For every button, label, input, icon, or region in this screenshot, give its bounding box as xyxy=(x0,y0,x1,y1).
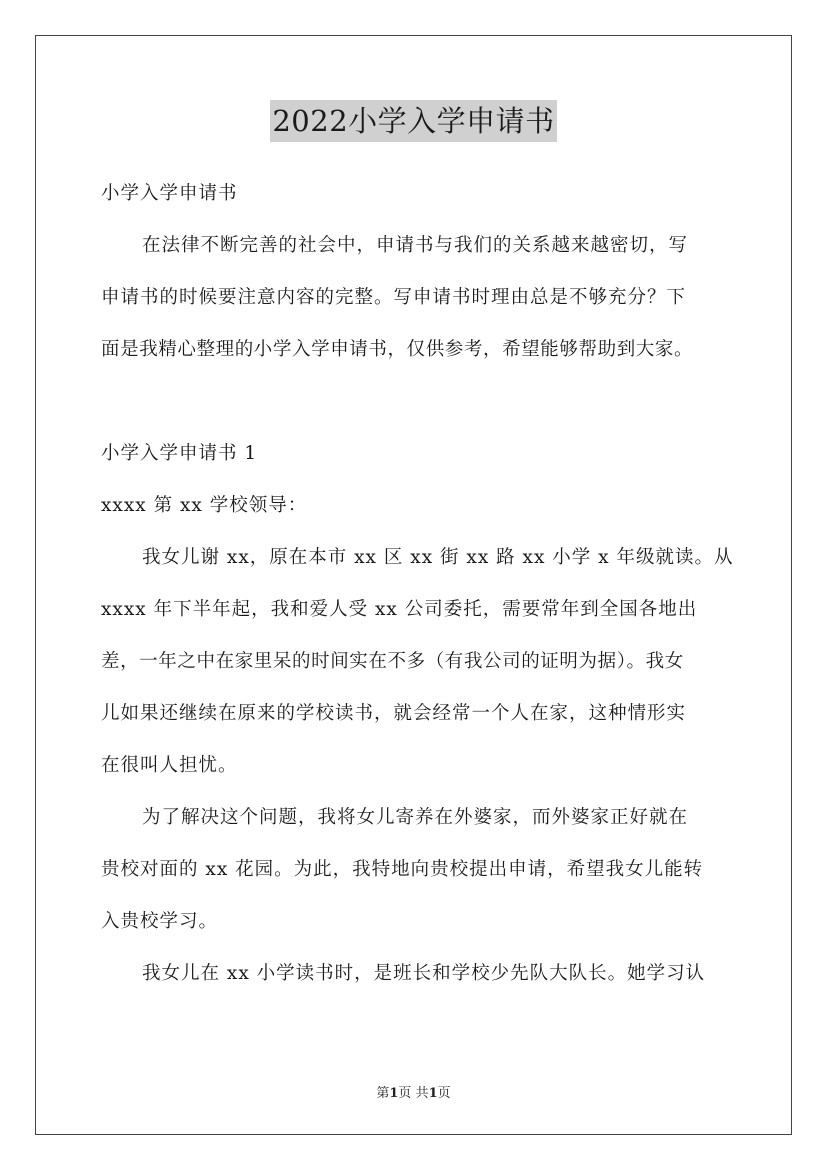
intro-line: 申请书的时候要注意内容的完整。写申请书时理由总是不够充分？下 xyxy=(101,287,687,308)
body-line: 我女儿在 xx 小学读书时，是班长和学校少先队大队长。她学习认 xyxy=(142,963,706,984)
body-line: 儿如果还继续在原来的学校读书，就会经常一个人在家，这种情形实 xyxy=(101,703,687,724)
body-line: 入贵校学习。 xyxy=(101,911,219,932)
footer-page-mid: 页 共 xyxy=(398,1086,429,1101)
section-heading: 小学入学申请书 1 xyxy=(101,443,258,464)
footer-page-suffix: 页 xyxy=(437,1086,451,1101)
footer-page-prefix: 第 xyxy=(376,1086,390,1101)
body-line: 差，一年之中在家里呆的时间实在不多（有我公司的证明为据）。我女 xyxy=(101,651,684,672)
salutation: xxxx 第 xx 学校领导： xyxy=(101,495,308,516)
body-line: 贵校对面的 xx 花园。为此，我特地向贵校提出申请，希望我女儿能转 xyxy=(101,859,704,880)
subtitle: 小学入学申请书 xyxy=(101,183,238,204)
body-line: 为了解决这个问题，我将女儿寄养在外婆家，而外婆家正好就在 xyxy=(142,807,689,828)
body-line: 在很叫人担忧。 xyxy=(101,755,238,776)
document-title: 2022小学入学申请书 xyxy=(270,100,556,142)
page-footer xyxy=(0,1082,827,1101)
title-container xyxy=(0,100,827,142)
intro-line: 在法律不断完善的社会中，申请书与我们的关系越来越密切，写 xyxy=(142,235,689,256)
body-line: xxxx 年下半年起，我和爱人受 xx 公司委托，需要常年到全国各地出 xyxy=(101,599,698,620)
body-line: 我女儿谢 xx，原在本市 xx 区 xx 街 xx 路 xx 小学 x 年级就读。从 xyxy=(142,547,734,568)
document-body xyxy=(101,168,734,1000)
intro-line: 面是我精心整理的小学入学申请书，仅供参考，希望能够帮助到大家。 xyxy=(101,339,694,360)
footer-page-number: 1 xyxy=(389,1086,399,1101)
footer-page-total: 1 xyxy=(428,1086,438,1101)
